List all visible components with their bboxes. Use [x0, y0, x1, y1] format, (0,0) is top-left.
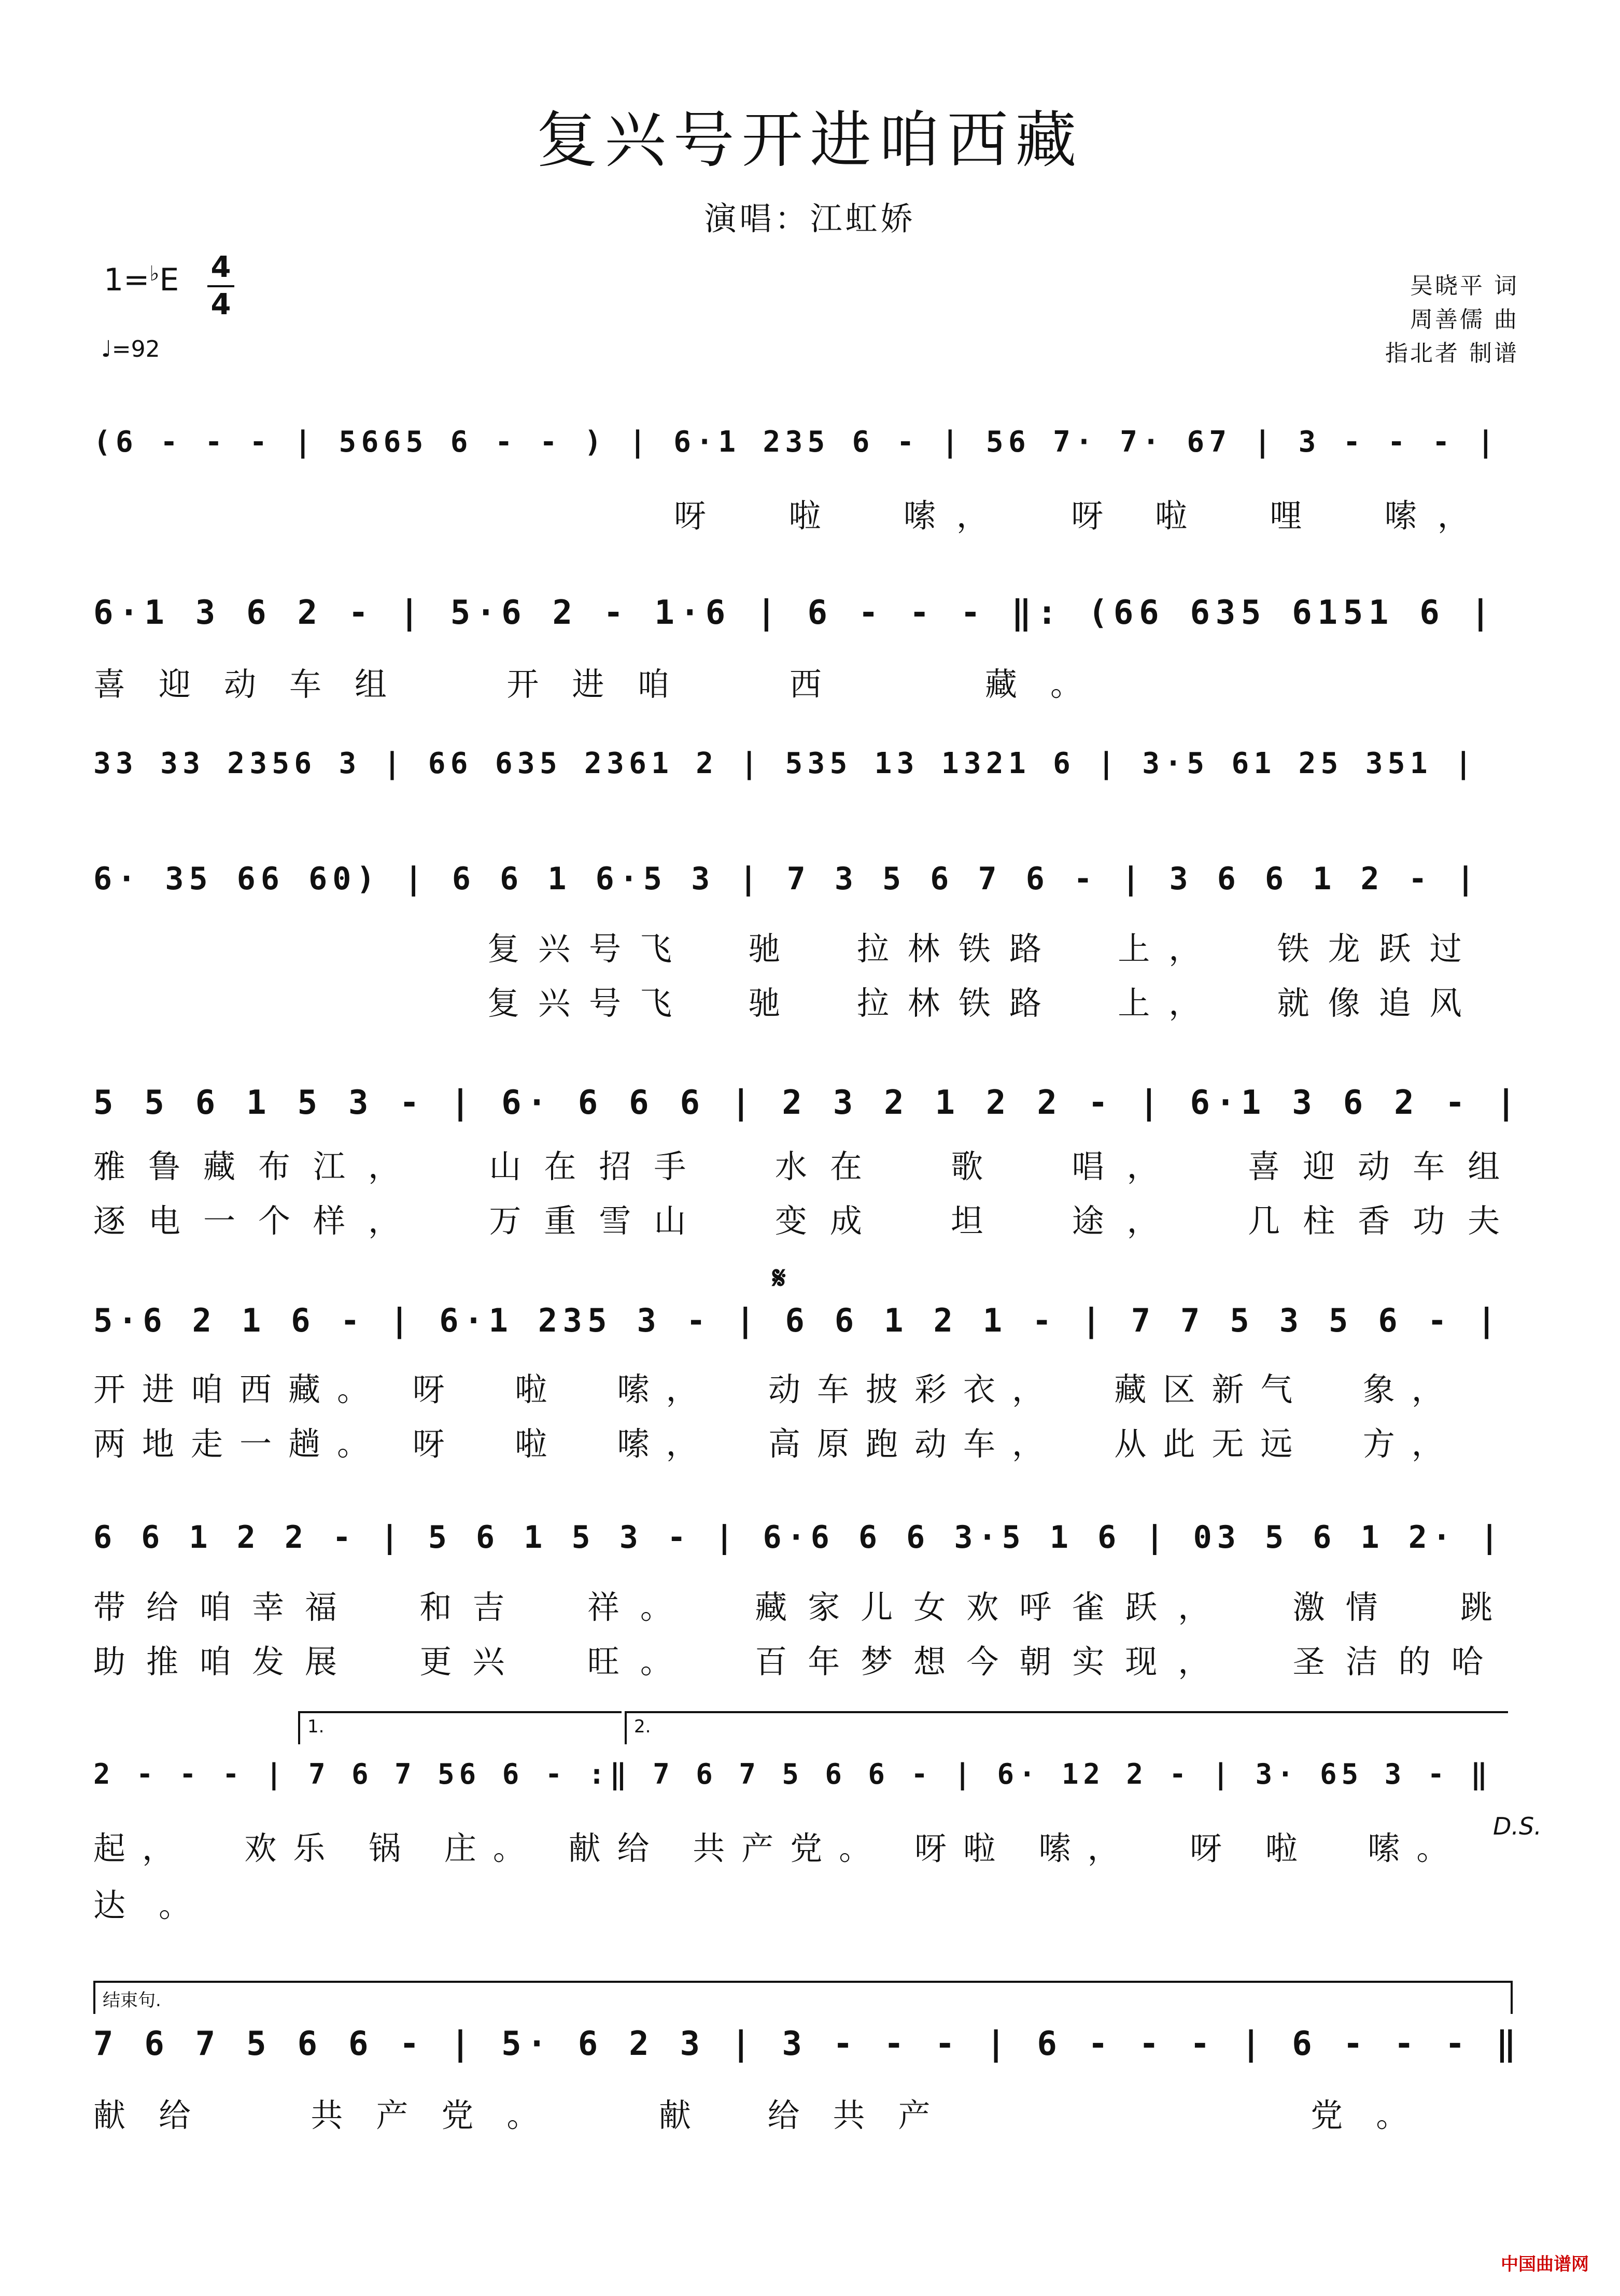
- key-signature: [104, 262, 179, 298]
- lyric-line: 逐电一个样， 万重雪山 变成 坦 途， 几柱香功夫: [93, 1202, 1523, 1240]
- lyric-line: 带给咱幸福 和吉 祥。 藏家儿女欢呼雀跃， 激情 跳: [93, 1588, 1514, 1626]
- ending-label: 结束句.: [103, 1990, 161, 2011]
- lyric-line: 助推咱发展 更兴 旺。 百年梦想今朝实现， 圣洁的哈: [93, 1643, 1504, 1681]
- volta-second-label: 2.: [634, 1716, 651, 1737]
- notation-row-6: [93, 1301, 1524, 1364]
- volta-first-label: 1.: [307, 1716, 325, 1737]
- notation-row-8: [93, 1758, 1524, 1820]
- time-signature-top: 4: [210, 250, 231, 284]
- notation-row-2: [93, 594, 1524, 656]
- volta-second-ending: [625, 1711, 1508, 1744]
- notation-line: (6 - - - | 5665 6 - - ) | 6·1 235 6 - | 56 7· 7· 67 | 3 - - - |: [93, 425, 1500, 459]
- key-note: E: [159, 262, 179, 298]
- time-signature: [207, 251, 234, 321]
- tempo-value: =92: [111, 336, 160, 362]
- ending-bracket: [93, 1981, 1513, 2014]
- tempo-marking: [101, 336, 160, 362]
- notation-line: 6· 35 66 60) | 6 6 1 6·5 3 | 7 3 5 6 7 6 - | 3 6 6 1 2 - |: [93, 861, 1481, 897]
- lyric-line: 达。: [93, 1886, 224, 1924]
- lyric-line: 呀 啦 嗦， 呀 啦 哩 嗦，: [674, 497, 1490, 535]
- ds-marking: D.S.: [1493, 1812, 1542, 1840]
- lyric-line: 雅鲁藏布江， 山在招手 水在 歌 唱， 喜迎动车组: [93, 1147, 1523, 1185]
- flat-icon: ♭: [149, 262, 160, 286]
- arranger-credit: 指北者 制谱: [1385, 340, 1519, 367]
- lyric-line: 开进咱西藏。 呀 啦 嗦， 动车披彩衣， 藏区新气 象，: [93, 1370, 1460, 1408]
- quarter-note-icon: ♩: [101, 336, 112, 362]
- notation-row-7: [93, 1519, 1524, 1581]
- notation-line: 6 6 1 2 2 - | 5 6 1 5 3 - | 6·6 6 6 3·5 1 6 | 03 5 6 1 2· |: [93, 1519, 1504, 1556]
- notation-row-1: [93, 425, 1524, 487]
- notation-line: 2 - - - | 7 6 7 56 6 - :‖ 7 6 7 5 6 6 - | 6· 12 2 - | 3· 65 3 - ‖: [93, 1758, 1492, 1790]
- time-signature-bottom: 4: [210, 288, 231, 321]
- singer-credit: 演唱：江虹娇: [704, 200, 916, 237]
- notation-line: 6·1 3 6 2 - | 5·6 2 - 1·6 | 6 - - - ‖: (66 635 6151 6 |: [93, 594, 1496, 632]
- key-prefix: 1=: [104, 262, 150, 298]
- lyric-line: 复兴号飞 驰 拉林铁路 上， 就像追风: [487, 984, 1481, 1022]
- lyric-line: 喜迎动车组 开进咱 西 藏。: [93, 665, 1116, 703]
- watermark-logo: 中国曲谱网: [1501, 2254, 1589, 2275]
- notation-row-4: [93, 861, 1524, 923]
- notation-line: 5·6 2 1 6 - | 6·1 235 3 - | 6 6 1 2 1 - | 7 7 5 3 5 6 - |: [93, 1301, 1502, 1339]
- notation-row-3: [93, 747, 1524, 809]
- composer-credit: 周善儒 曲: [1410, 306, 1519, 333]
- lyric-line: 起， 欢乐 锅 庄。 献给 共产党。 呀啦 嗦， 呀 啦 嗦。: [93, 1829, 1466, 1867]
- volta-first-ending: [298, 1711, 622, 1744]
- segno-icon: 𝄋: [772, 1260, 786, 1296]
- notation-line: 7 6 7 5 6 6 - | 5· 6 2 3 | 3 - - - | 6 - - - | 6 - - - ‖: [93, 2025, 1522, 2063]
- lyric-line: 两地走一趟。 呀 啦 嗦， 高原跑动车， 从此无远 方，: [93, 1425, 1460, 1463]
- notation-line: 33 33 2356 3 | 66 635 2361 2 | 535 13 1321 6 | 3·5 61 25 351 |: [93, 747, 1477, 780]
- lyricist-credit: 吴晓平 词: [1410, 273, 1519, 299]
- lyric-line: 复兴号飞 驰 拉林铁路 上， 铁龙跃过: [487, 930, 1481, 968]
- notation-row-9: [93, 2025, 1524, 2087]
- page-title: 复兴号开进咱西藏: [536, 104, 1084, 176]
- lyric-line: 献给 共产党。 献 给共产 党。: [93, 2096, 1442, 2134]
- notation-line: 5 5 6 1 5 3 - | 6· 6 6 6 | 2 3 2 1 2 2 - | 6·1 3 6 2 - |: [93, 1084, 1522, 1122]
- notation-row-5: [93, 1084, 1524, 1146]
